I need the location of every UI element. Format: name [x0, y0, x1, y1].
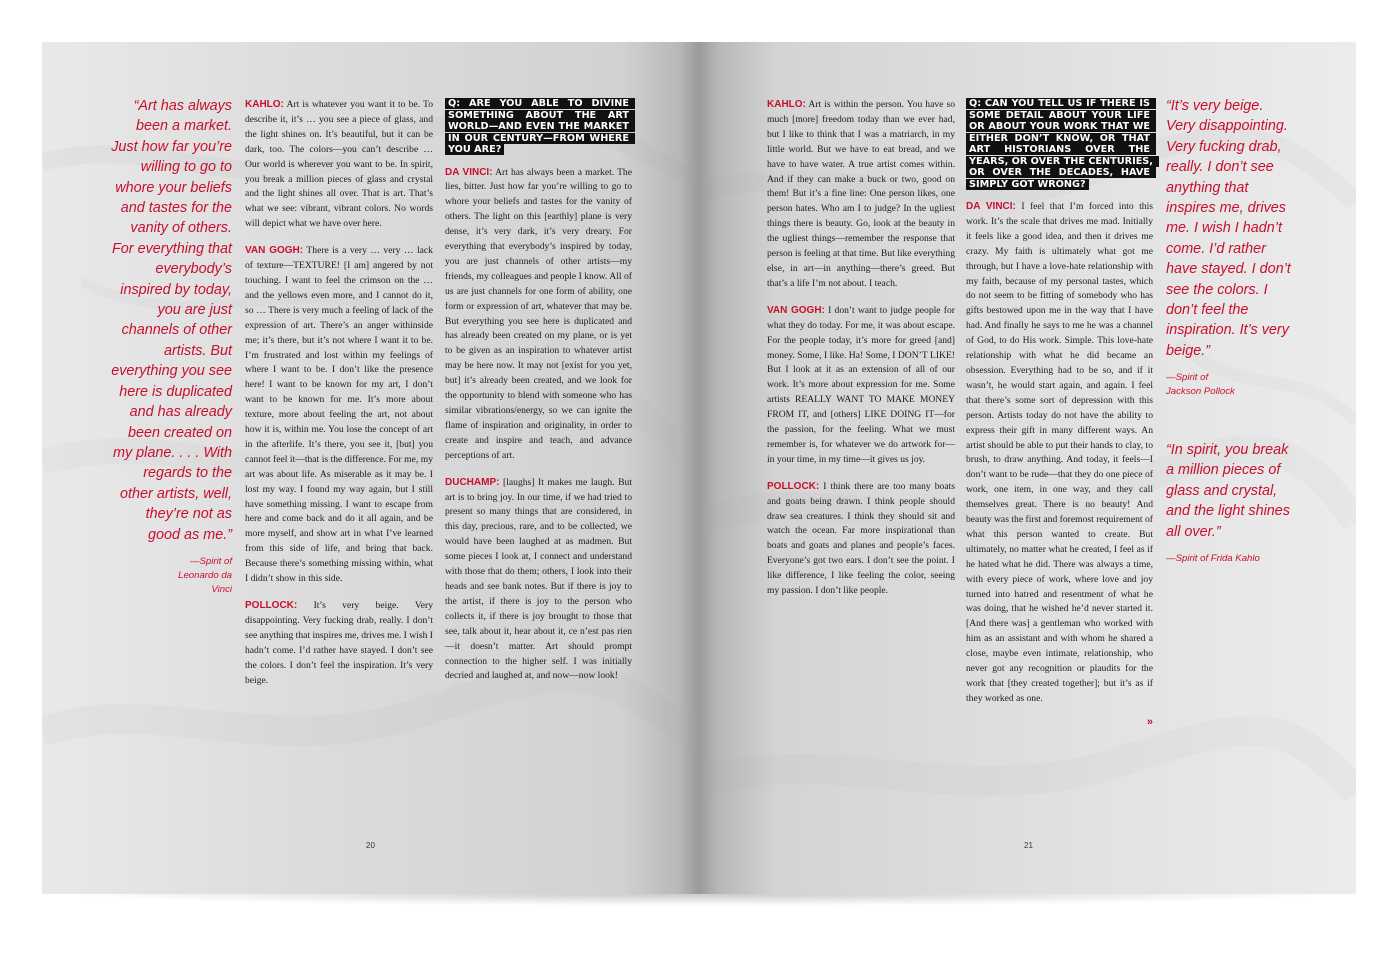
page-number-left: 20	[366, 841, 375, 850]
speaker-label: POLLOCK:	[767, 480, 820, 492]
answer-van-gogh	[245, 244, 433, 587]
speaker-label: DA VINCI:	[966, 201, 1016, 212]
question-box	[966, 98, 1157, 190]
right-column-2	[966, 98, 1157, 730]
answer-duchamp	[445, 476, 632, 685]
page-number-right: 21	[1024, 841, 1033, 850]
answer-text: [laughs] It makes me laugh. But art is to bring joy. In our time, if we had tried to present so many things that are considered, in this day, precious, rare, and to be collected, we would have been laughed at as madmen. But some pieces I look at, I connect and understand with those that do them; others, I look into their heads and see bank notes. But if there is joy to the artist, if there is joy to the person who collects it, if there is joy brought to those that see, talk about it, hear about it, ce n’est pas rien—it doesn’t matter. Art should prompt connection to the higher self. I was initially decried and laughed at, and now—now look!	[445, 476, 632, 682]
pull-quote-kahlo	[1166, 440, 1296, 566]
left-column-1	[245, 98, 433, 700]
answer-text: Art is whatever you want it to be. To describe it, it’s … you see a piece of glass, and the light shines on. It’s beautiful, but it can be dark, too. The colors—you can’t describe … Our world is wherever you want to be. In spirit, you break a million pieces of glass and crystal and the light shines all over. That is art. That’s what we see: vibrant, vibrant colors. No words will depict what we have over here.	[245, 99, 433, 230]
answer-text: I don’t want to judge people for what they do today. For me, it was about escape. For the people today, it’s more for greed [and] money. Some, I like. Ha! Some, I DON’T LIKE! But I look at it as an extension of all of our work. It’s more about expression for me. Some artists REALLY WANT TO MAKE MONEY FROM IT, and [others] LIKE DOING IT—for the passion, for the feeling. What we must remember is, for whatever we do artwork for—in your time, in my time—it gives us joy.	[767, 304, 955, 465]
continue-mark: »	[1146, 715, 1153, 728]
question-text: Q: ARE YOU ABLE TO DIVINE SOMETHING ABOUT THE ART WORLD—AND EVEN THE MARKET IN OUR CENTURY—FROM WHERE YOU ARE?	[445, 98, 635, 155]
pull-quote-attribution: —Spirit of Frida Kahlo	[1166, 553, 1260, 565]
answer-van-gogh	[767, 304, 955, 468]
pull-quote-da-vinci	[110, 96, 232, 597]
pull-quote-attribution: —Spirit of Leonardo da Vinci	[178, 555, 232, 595]
answer-pollock	[245, 599, 433, 688]
pull-quote-text: “In spirit, you break a million pieces of glass and crystal, and the light shines all over.”	[1166, 442, 1291, 540]
answer-pollock	[767, 480, 955, 599]
speaker-label: DUCHAMP:	[445, 476, 500, 488]
answer-text: Art has always been a market. The lies, bitter. Just how far you’re willing to go to whore your beliefs and tastes for the vanity of others. The light on this [earthly] plane is very dense, it’s very dark, it’s very dreary. For everything that everybody’s inspired by today, you are just channels of other artists—my friends, my colleagues and people I know. All of us are just channels for one form of ability, one form or expression of art, whatever that may be. But everything you see here is duplicated and has already been created on my plane, or is yet to be given as an inspiration to whatever artist may be here now. It may not [exist for you yet, but] it’s already been created, and we look for the opportunity to blend with someone who has similar vibrations/energy, so we can ignite the flame of inspiration and originality, in order to create and inspire and teach, and advance perceptions of art.	[445, 166, 632, 461]
right-page	[699, 42, 1356, 894]
answer-kahlo	[245, 98, 433, 232]
speaker-label: KAHLO:	[245, 99, 284, 110]
answer-text: It’s very beige. Very disappointing. Very fucking drab, really. I don’t see anything that inspires me, drives me. I wish I hadn’t come. I’d rather have stayed. I don’t see the colors. I don’t feel the inspiration. It’s very beige.	[245, 600, 433, 686]
answer-text: I feel that I’m forced into this work. It’s the scale that drives me mad. Initially it feels like a good idea, and then it drives me crazy. My faith is ultimately what got me through, but I have a love-hate relationship with my faith, because of my personal tastes, which do not seem to be fitting of somebody who has gifts bestowed upon me in the way that I have had. And finally he says to me he was a channel of God, to do His work. Simple. This love-hate relationship with what he did became an obsession. Everything had to be so, and if it wasn’t, he would start again, and again. I feel that there’s some sort of depression with this person. Artists today do not have the ability to express their gift in many different ways. An artist should be able to put their hands to clay, to brush, to draw anything. And today, it feels—I don’t want to be rude—that they do one piece of work, one item, in one way, and they call themselves great. There is no beauty! And beauty was the first and foremost requirement of what this person wanted to create. But ultimately, no matter what he created, I feel as if he hated what he did. There was always a time, with every piece of work, where love and joy turned into hatred and resentment of what he was doing, that he wished he’d never started it. [And there was] a gentleman who worked with him as an assistant and with whom he shared a close, maybe even intimate, relationship, who never got any recognition or plaudits for the work that [they created together]; but it’s as if they worked as one.	[966, 201, 1153, 704]
answer-da-vinci	[966, 200, 1153, 707]
question-text: Q: CAN YOU TELL US IF THERE IS SOME DETAIL ABOUT YOUR LIFE OR ABOUT YOUR WORK THAT WE EITHER DON’T KNOW, OR THAT ART HISTORIANS OVER THE YEARS, OR OVER THE CENTURIES, OR OVER THE DECADES, HAVE SIMPLY GOT WRONG?	[966, 98, 1159, 190]
left-page	[42, 42, 699, 894]
speaker-label: KAHLO:	[767, 99, 806, 110]
speaker-label: DA VINCI:	[445, 166, 493, 178]
answer-text: I think there are too many boats and goats being drawn. I think people should draw sea creatures. I think they should sit and watch the ocean. Far more inspirational than boats and goats and planes and people’s faces. Everyone’s got two ears. I don’t see the point. I like difference, I like feeling the color, seeing my passion. I don’t like people.	[767, 480, 955, 597]
magazine-spread	[42, 42, 1356, 894]
right-column-1	[767, 98, 955, 611]
answer-text: Art is within the person. You have so much [more] freedom today than we ever had, but I like to think that I was a matriarch, in my little world. But we have to eat bread, and we have to have water. A true artist comes within. And if they can make a buck or two, good on them! But it’s a fine line: One person likes, one person hates. Who am I to judge? In the ugliest things there is beauty. Go, look at the beauty in the ugliest things—remember the response that person is feeling at that time. But like everything else, in art—in anything—there’s greed. But that’s a life I’m not about. I teach.	[767, 99, 955, 289]
pull-quote-attribution: —Spirit of Jackson Pollock	[1166, 372, 1235, 398]
speaker-label: VAN GOGH:	[767, 304, 825, 316]
left-column-2	[445, 98, 632, 696]
answer-kahlo	[767, 98, 955, 292]
pull-quote-pollock	[1166, 96, 1292, 399]
answer-text: There is a very … very … lack of texture—TEXTURE! [I am] angered by not touching. I want to feel the crimson on the … and the yellows even more, and I cannot do it, so … There is very much a feeling of lack of the expression of art. There’s an anger withinside me; it’s there, but it’s not where I want it to be. I’m frustrated and lost within my feelings of where I want to be. I don’t like the presence here! I want to be known for my art, I don’t want to be known for me. It’s more about texture, more about feeling the art, not about how it is, within me. You lose the concept of art in the afterlife. It’s there, you see it, [but] you cannot feel it—that is the difference. For me, my art was about life. As miserable as it may be. I lost my way. I found my way again, but I still have something missing. I want to escape from here and come back and do it all again, and be more myself, and show art in what I’ve learned from this side of life, and bring that back. Because there’s something missing within, what I didn’t show in this side.	[245, 245, 433, 585]
speaker-label: VAN GOGH:	[245, 245, 304, 257]
question-box	[445, 98, 632, 156]
answer-da-vinci	[445, 166, 632, 464]
speaker-label: POLLOCK:	[245, 600, 298, 611]
pull-quote-text: “It’s very beige. Very disappointing. Very fucking drab, really. I don’t see anything that inspires me, drives me. I wish I hadn’t come. I’d rather have stayed. I don’t see the colors. I don’t feel the inspiration. It’s very beige.”	[1166, 98, 1291, 359]
pull-quote-text: “Art has always been a market. Just how far you’re willing to go to whore your beliefs and tastes for the vanity of others. For everything that everybody’s inspired by today, you are just channels of other artists. But everything you see here is duplicated and has already been created on my plane. . . . With regards to the other artists, well, they’re not as good as me.”	[111, 98, 232, 543]
